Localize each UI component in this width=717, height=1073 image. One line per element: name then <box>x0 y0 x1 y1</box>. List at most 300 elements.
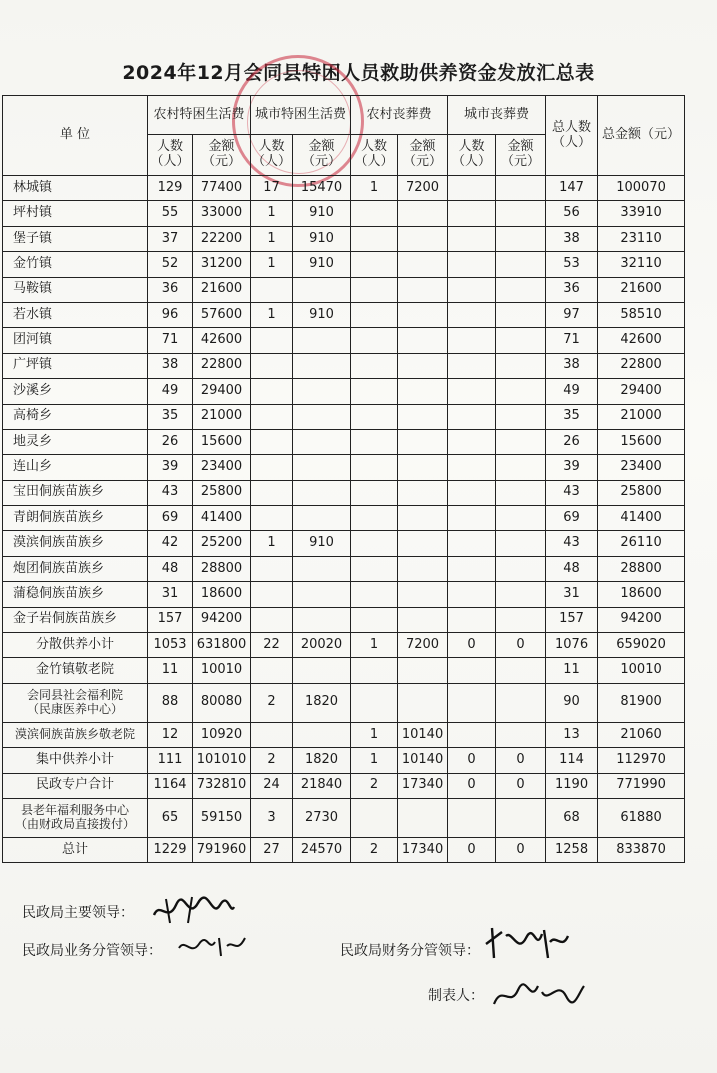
business-leader-label: 民政局业务分管领导： <box>22 943 162 959</box>
table-cell <box>351 353 398 378</box>
table-cell: 1 <box>251 252 293 277</box>
table-cell <box>496 582 546 607</box>
table-cell: 17 <box>251 176 293 201</box>
table-row <box>3 556 685 581</box>
table-cell <box>351 798 398 837</box>
table-cell: 910 <box>293 531 351 556</box>
table-cell <box>251 556 293 581</box>
table-cell: 49 <box>546 379 598 404</box>
table-cell <box>351 607 398 632</box>
table-cell <box>496 531 546 556</box>
table-cell <box>496 798 546 837</box>
preparer-label: 制表人： <box>428 988 484 1004</box>
table-cell: 42600 <box>598 328 685 353</box>
table-cell <box>351 429 398 454</box>
table-cell <box>496 277 546 302</box>
row-label: 堡子镇 <box>3 226 148 251</box>
table-cell: 26 <box>546 429 598 454</box>
table-cell: 157 <box>546 607 598 632</box>
table-cell: 15470 <box>293 176 351 201</box>
table-cell: 39 <box>148 455 193 480</box>
row-label: 炮团侗族苗族乡 <box>3 556 148 581</box>
table-cell <box>448 176 496 201</box>
table-cell: 61880 <box>598 798 685 837</box>
table-cell: 81900 <box>598 683 685 722</box>
table-cell <box>293 328 351 353</box>
table-cell: 0 <box>448 773 496 798</box>
table-cell <box>398 379 448 404</box>
header-amount: 金额（元） <box>398 135 448 176</box>
table-cell <box>448 429 496 454</box>
table-row <box>3 353 685 378</box>
table-cell: 38 <box>546 353 598 378</box>
table-cell <box>351 226 398 251</box>
table-cell <box>496 328 546 353</box>
table-cell: 18600 <box>193 582 251 607</box>
table-cell: 22200 <box>193 226 251 251</box>
table-row <box>3 176 685 201</box>
table-cell: 22800 <box>598 353 685 378</box>
table-cell: 7200 <box>398 633 448 658</box>
table-cell: 910 <box>293 252 351 277</box>
table-cell: 10010 <box>193 658 251 683</box>
table-cell: 58510 <box>598 302 685 327</box>
table-cell: 43 <box>546 480 598 505</box>
header-people: 人数（人） <box>351 135 398 176</box>
table-row <box>3 506 685 531</box>
table-cell <box>398 607 448 632</box>
summary-table <box>2 95 685 863</box>
table-cell: 1164 <box>148 773 193 798</box>
table-cell: 10010 <box>598 658 685 683</box>
subtotal-centralized-row <box>3 748 685 773</box>
table-cell: 26110 <box>598 531 685 556</box>
table-row <box>3 404 685 429</box>
table-cell <box>496 683 546 722</box>
business-leader-signature <box>175 930 255 962</box>
table-cell: 21000 <box>193 404 251 429</box>
table-cell <box>351 455 398 480</box>
table-cell: 69 <box>546 506 598 531</box>
table-cell: 71 <box>546 328 598 353</box>
table-cell <box>496 379 546 404</box>
finance-leader-signature <box>482 924 572 964</box>
table-cell: 111 <box>148 748 193 773</box>
table-cell: 2 <box>251 748 293 773</box>
table-cell <box>448 252 496 277</box>
table-cell <box>448 302 496 327</box>
table-cell: 2730 <box>293 798 351 837</box>
table-cell <box>351 658 398 683</box>
table-cell: 35 <box>148 404 193 429</box>
table-cell <box>293 353 351 378</box>
table-cell: 38 <box>148 353 193 378</box>
table-cell <box>398 582 448 607</box>
table-cell <box>351 531 398 556</box>
table-cell: 17340 <box>398 837 448 862</box>
table-cell: 10920 <box>193 722 251 747</box>
table-cell <box>398 531 448 556</box>
table-cell <box>496 252 546 277</box>
row-label: 坪村镇 <box>3 201 148 226</box>
table-cell: 147 <box>546 176 598 201</box>
table-cell: 22 <box>251 633 293 658</box>
table-cell <box>448 226 496 251</box>
table-cell: 7200 <box>398 176 448 201</box>
table-cell: 1820 <box>293 748 351 773</box>
table-cell <box>293 429 351 454</box>
table-cell: 1 <box>351 722 398 747</box>
table-cell: 23400 <box>193 455 251 480</box>
table-cell: 1190 <box>546 773 598 798</box>
table-row <box>3 582 685 607</box>
table-cell <box>398 506 448 531</box>
table-cell: 28800 <box>193 556 251 581</box>
table-cell: 2 <box>351 773 398 798</box>
table-cell <box>448 683 496 722</box>
table-cell <box>293 658 351 683</box>
table-cell: 1 <box>351 748 398 773</box>
row-label: 金竹镇敬老院 <box>3 658 148 683</box>
table-row <box>3 226 685 251</box>
document-title: 2024年12月会同县特困人员救助供养资金发放汇总表 <box>122 62 595 84</box>
table-cell: 659020 <box>598 633 685 658</box>
row-label: 金子岩侗族苗族乡 <box>3 607 148 632</box>
table-cell: 20020 <box>293 633 351 658</box>
table-cell <box>398 683 448 722</box>
elderly-center-row <box>3 798 685 837</box>
table-row <box>3 480 685 505</box>
table-cell: 77400 <box>193 176 251 201</box>
row-label: 蒲稳侗族苗族乡 <box>3 582 148 607</box>
table-cell: 43 <box>148 480 193 505</box>
table-cell <box>351 201 398 226</box>
table-cell: 56 <box>546 201 598 226</box>
table-cell: 21600 <box>598 277 685 302</box>
table-cell <box>251 353 293 378</box>
table-cell: 2 <box>251 683 293 722</box>
table-cell <box>251 379 293 404</box>
table-cell: 1 <box>251 531 293 556</box>
table-cell <box>251 480 293 505</box>
table-cell <box>351 252 398 277</box>
table-cell <box>496 176 546 201</box>
table-cell: 55 <box>148 201 193 226</box>
table-cell: 101010 <box>193 748 251 773</box>
table-cell <box>293 480 351 505</box>
table-cell: 100070 <box>598 176 685 201</box>
table-cell: 1 <box>351 176 398 201</box>
header-group-urban-funeral: 城市丧葬费 <box>448 96 546 135</box>
table-cell <box>293 607 351 632</box>
table-cell: 11 <box>148 658 193 683</box>
table-cell <box>398 429 448 454</box>
table-row <box>3 531 685 556</box>
header-amount: 金额（元） <box>496 135 546 176</box>
table-cell: 90 <box>546 683 598 722</box>
table-cell: 88 <box>148 683 193 722</box>
table-cell: 22800 <box>193 353 251 378</box>
header-group-urban-living: 城市特困生活费 <box>251 96 351 135</box>
table-cell <box>496 455 546 480</box>
table-cell: 69 <box>148 506 193 531</box>
main-leader-label: 民政局主要领导： <box>22 905 134 921</box>
table-cell: 18600 <box>598 582 685 607</box>
header-unit: 单 位 <box>3 96 148 176</box>
table-cell: 0 <box>496 748 546 773</box>
row-label: 民政专户合计 <box>3 773 148 798</box>
row-label: 若水镇 <box>3 302 148 327</box>
table-cell: 15600 <box>193 429 251 454</box>
table-cell <box>398 658 448 683</box>
table-cell <box>398 556 448 581</box>
table-cell: 10140 <box>398 722 448 747</box>
table-cell: 27 <box>251 837 293 862</box>
table-cell: 41400 <box>598 506 685 531</box>
table-cell <box>448 506 496 531</box>
table-cell: 21600 <box>193 277 251 302</box>
table-cell: 42600 <box>193 328 251 353</box>
table-cell: 1820 <box>293 683 351 722</box>
table-cell: 21060 <box>598 722 685 747</box>
table-row <box>3 201 685 226</box>
table-cell <box>448 379 496 404</box>
table-cell: 52 <box>148 252 193 277</box>
row-label: 林城镇 <box>3 176 148 201</box>
table-cell <box>293 277 351 302</box>
table-cell <box>398 798 448 837</box>
table-cell: 36 <box>148 277 193 302</box>
table-cell: 21840 <box>293 773 351 798</box>
table-cell: 21000 <box>598 404 685 429</box>
table-cell: 129 <box>148 176 193 201</box>
table-cell <box>448 556 496 581</box>
table-cell <box>448 328 496 353</box>
table-row <box>3 277 685 302</box>
table-cell <box>496 556 546 581</box>
table-cell: 53 <box>546 252 598 277</box>
table-cell: 112970 <box>598 748 685 773</box>
row-label: 分散供养小计 <box>3 633 148 658</box>
grand-total-row <box>3 837 685 862</box>
table-cell <box>293 455 351 480</box>
table-row <box>3 379 685 404</box>
table-cell: 1258 <box>546 837 598 862</box>
table-cell: 0 <box>448 633 496 658</box>
table-cell <box>448 455 496 480</box>
table-cell <box>351 506 398 531</box>
table-cell <box>448 722 496 747</box>
table-cell: 2 <box>351 837 398 862</box>
table-cell <box>251 582 293 607</box>
table-cell <box>496 404 546 429</box>
table-row <box>3 328 685 353</box>
table-cell: 26 <box>148 429 193 454</box>
table-cell: 43 <box>546 531 598 556</box>
table-cell: 33910 <box>598 201 685 226</box>
table-cell: 631800 <box>193 633 251 658</box>
table-cell <box>496 429 546 454</box>
table-cell <box>496 722 546 747</box>
table-cell <box>496 226 546 251</box>
table-cell: 1 <box>351 633 398 658</box>
table-cell <box>398 277 448 302</box>
table-cell: 0 <box>448 748 496 773</box>
table-cell: 157 <box>148 607 193 632</box>
table-cell <box>351 328 398 353</box>
table-cell: 29400 <box>193 379 251 404</box>
header-amount: 金额（元） <box>193 135 251 176</box>
table-cell <box>496 607 546 632</box>
table-cell: 1 <box>251 201 293 226</box>
header-people: 人数（人） <box>148 135 193 176</box>
row-label: 漠滨侗族苗族乡 <box>3 531 148 556</box>
table-cell <box>496 480 546 505</box>
table-cell: 0 <box>496 633 546 658</box>
table-cell: 94200 <box>193 607 251 632</box>
table-cell: 24 <box>251 773 293 798</box>
table-cell: 10140 <box>398 748 448 773</box>
table-row <box>3 455 685 480</box>
table-cell: 114 <box>546 748 598 773</box>
row-label: 马鞍镇 <box>3 277 148 302</box>
header-amount: 金额（元） <box>293 135 351 176</box>
table-cell: 71 <box>148 328 193 353</box>
row-label: 总计 <box>3 837 148 862</box>
table-cell <box>351 379 398 404</box>
table-cell: 0 <box>496 837 546 862</box>
table-cell <box>496 201 546 226</box>
table-cell: 28800 <box>598 556 685 581</box>
header-total-amount: 总金额（元） <box>598 96 685 176</box>
table-cell: 57600 <box>193 302 251 327</box>
table-cell <box>251 455 293 480</box>
row-label: 连山乡 <box>3 455 148 480</box>
table-cell: 0 <box>448 837 496 862</box>
table-cell: 1 <box>251 226 293 251</box>
table-cell: 25800 <box>193 480 251 505</box>
table-cell: 13 <box>546 722 598 747</box>
table-cell <box>351 277 398 302</box>
row-label: 会同县社会福利院 （民康医养中心） <box>3 683 148 722</box>
table-cell <box>351 302 398 327</box>
table-cell: 48 <box>546 556 598 581</box>
table-cell: 49 <box>148 379 193 404</box>
row-label: 广坪镇 <box>3 353 148 378</box>
table-cell: 42 <box>148 531 193 556</box>
header-total-people: 总人数（人） <box>546 96 598 176</box>
table-row <box>3 252 685 277</box>
table-cell: 32110 <box>598 252 685 277</box>
table-cell <box>293 506 351 531</box>
table-cell: 1076 <box>546 633 598 658</box>
row-label: 金竹镇 <box>3 252 148 277</box>
table-cell: 1 <box>251 302 293 327</box>
table-cell: 59150 <box>193 798 251 837</box>
table-cell: 48 <box>148 556 193 581</box>
table-cell <box>448 480 496 505</box>
table-cell <box>251 429 293 454</box>
header-people: 人数（人） <box>448 135 496 176</box>
header-group-rural-living: 农村特困生活费 <box>148 96 251 135</box>
table-cell <box>351 556 398 581</box>
table-cell: 65 <box>148 798 193 837</box>
table-cell: 771990 <box>598 773 685 798</box>
header-group-rural-funeral: 农村丧葬费 <box>351 96 448 135</box>
table-cell: 80080 <box>193 683 251 722</box>
table-cell <box>351 404 398 429</box>
table-cell: 68 <box>546 798 598 837</box>
table-cell <box>251 722 293 747</box>
preparer-signature <box>488 974 588 1014</box>
table-cell: 39 <box>546 455 598 480</box>
table-cell <box>496 353 546 378</box>
table-cell: 910 <box>293 201 351 226</box>
table-cell <box>448 404 496 429</box>
table-cell <box>398 252 448 277</box>
table-cell <box>293 379 351 404</box>
institution-row <box>3 722 685 747</box>
table-cell: 0 <box>496 773 546 798</box>
table-cell <box>448 353 496 378</box>
table-cell: 1229 <box>148 837 193 862</box>
table-cell <box>448 798 496 837</box>
table-cell <box>293 582 351 607</box>
table-cell: 29400 <box>598 379 685 404</box>
table-cell: 31 <box>148 582 193 607</box>
table-cell <box>351 480 398 505</box>
table-cell <box>448 531 496 556</box>
row-label: 团河镇 <box>3 328 148 353</box>
row-label: 集中供养小计 <box>3 748 148 773</box>
table-cell: 12 <box>148 722 193 747</box>
table-cell: 25800 <box>598 480 685 505</box>
table-cell: 1053 <box>148 633 193 658</box>
table-cell <box>293 556 351 581</box>
table-cell <box>496 658 546 683</box>
table-cell <box>398 302 448 327</box>
table-cell: 37 <box>148 226 193 251</box>
table-cell <box>448 201 496 226</box>
table-cell: 31200 <box>193 252 251 277</box>
table-cell: 791960 <box>193 837 251 862</box>
table-cell <box>398 455 448 480</box>
table-cell <box>398 480 448 505</box>
header-people: 人数（人） <box>251 135 293 176</box>
table-row <box>3 429 685 454</box>
table-cell <box>398 201 448 226</box>
table-cell <box>496 506 546 531</box>
table-cell <box>398 404 448 429</box>
table-cell <box>251 404 293 429</box>
row-label: 地灵乡 <box>3 429 148 454</box>
row-label: 漠滨侗族苗族乡敬老院 <box>3 722 148 747</box>
table-cell <box>398 226 448 251</box>
table-cell: 17340 <box>398 773 448 798</box>
table-cell <box>448 582 496 607</box>
table-cell <box>448 658 496 683</box>
row-label: 县老年福利服务中心 （由财政局直接拨付） <box>3 798 148 837</box>
institution-row <box>3 658 685 683</box>
table-cell: 97 <box>546 302 598 327</box>
table-cell: 94200 <box>598 607 685 632</box>
table-cell <box>293 722 351 747</box>
table-row <box>3 302 685 327</box>
table-cell: 25200 <box>193 531 251 556</box>
table-cell: 833870 <box>598 837 685 862</box>
table-body <box>3 176 685 863</box>
table-cell: 33000 <box>193 201 251 226</box>
